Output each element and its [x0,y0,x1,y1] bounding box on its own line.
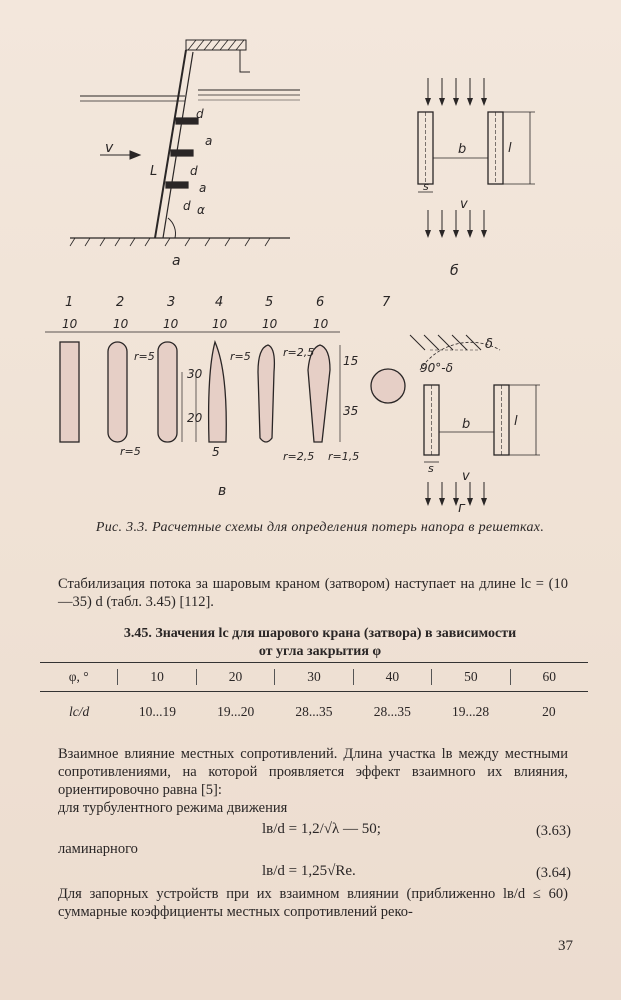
label-delta: δ [485,337,493,352]
label-l-g: l [514,414,518,429]
bar-number: 6 [316,295,325,310]
bar-number: 7 [382,295,391,310]
bar-profile-6 [308,345,330,442]
label-fig-a: а [172,253,181,269]
label-v-g: v [462,469,470,484]
table-header-cell: 30 [274,669,352,685]
table-title-line: от угла закрытия φ [258,644,382,659]
table-header-row [40,662,588,692]
label-v-a: v [105,140,114,156]
label-s-b: s [423,180,429,193]
figure-caption: Рис. 3.3. Расчетные схемы для определения потерь напора в решетках. [95,520,545,535]
label-s-g: s [428,462,434,475]
label-a2: a [199,181,207,195]
width-label: 10 [113,317,129,331]
label-a1: a [205,134,213,148]
bar-profile-2 [108,342,127,442]
label-d3: d [183,199,191,213]
paragraph-stabilization: Стабилизация потока за шаровым краном (затвором) наступает на длине lс = (10—35) d (табл. 3.45) [112]. [58,576,568,610]
label-fig-v: в [218,483,227,499]
equation-number: (3.64) [535,865,571,881]
dim-label: 30 [187,367,203,381]
table-cell: lс/d [69,704,90,719]
bar-number: 3 [167,295,176,310]
formula-3-64: lв/d = 1,25√Re. [262,863,356,879]
label-d1: d [196,107,204,121]
angle-label: 90°-δ [420,361,453,375]
diagram-b [418,78,535,238]
table-title-line: 3.45. Значения lс для шарового крана (затвора) в зависимости [123,626,517,641]
width-label: 10 [212,317,228,331]
table-cell: 20 [542,704,556,719]
table-cell: 28...35 [373,704,411,719]
table-header-cell: 50 [431,669,509,685]
table-header-cell: 20 [196,669,274,685]
table-3-45 [40,662,588,732]
label-fig-b: б [450,263,459,279]
label-b-b: b [458,142,467,157]
table-header-cell: 40 [353,669,431,685]
bar-number: 5 [265,295,274,310]
width-label: 10 [313,317,329,331]
label-d2: d [190,164,198,178]
dim-label: 20 [187,411,203,425]
width-label: 10 [163,317,179,331]
radius-label: r=1,5 [328,450,360,463]
label-b-g: b [462,417,471,432]
table-row [40,692,588,732]
label-v-b: v [460,197,468,212]
label-l-b: l [508,141,512,156]
formula-3-63: lв/d = 1,2/√λ — 50; [262,821,381,837]
paragraph-shutoff: Для запорных устройств при их взаимном влиянии (приближенно lв/d ≤ 60) суммарные коэффициенты местных сопротивлений реко- [58,886,568,920]
label-alpha: α [197,203,205,217]
bar-number: 2 [116,295,125,310]
paragraph-interaction: Взаимное влияние местных сопротивлений. Длина участка lв между местными сопротивлениями, на которой проявляется эффект взаимного их влияния, ориентировочно равна [5]: [58,746,568,798]
table-cell: 19...28 [451,704,490,719]
radius-label: r=2,5 [283,450,315,463]
width-label: 10 [62,317,78,331]
bar-profile-7 [371,369,405,403]
dim-label: 15 [343,354,359,368]
bar-profile-5 [258,345,274,442]
bar-profile-4 [209,342,227,442]
bar-number: 4 [215,295,224,310]
dim-label: 35 [343,404,359,418]
width-label: 10 [262,317,278,331]
label-fig-g: г [458,500,466,515]
radius-label: r=5 [134,350,155,363]
paragraph-laminar: ламинарного [58,841,138,857]
paragraph-turbulent: для турбулентного режима движения [58,800,288,816]
equation-number: (3.63) [535,823,571,839]
dim-label: 5 [212,445,220,459]
width-labels [62,317,329,331]
bar-number: 1 [65,295,74,310]
radius-label: r=5 [120,445,141,458]
table-cell: 10...19 [138,704,176,719]
table-title [40,625,600,661]
table-cell: 19...20 [217,704,255,719]
table-header-cell: 60 [510,669,588,685]
radius-label: r=5 [230,350,251,363]
radius-label: r=2,5 [283,346,315,359]
bar-numbers [65,295,391,310]
bar-profile-1 [60,342,79,442]
bar-profile-3 [158,342,177,442]
table-header-cell: φ, ° [68,669,89,684]
table-header-cell: 10 [117,669,195,685]
page-number: 37 [558,938,573,954]
table-cell: 28...35 [295,704,333,719]
label-L: L [150,164,158,179]
